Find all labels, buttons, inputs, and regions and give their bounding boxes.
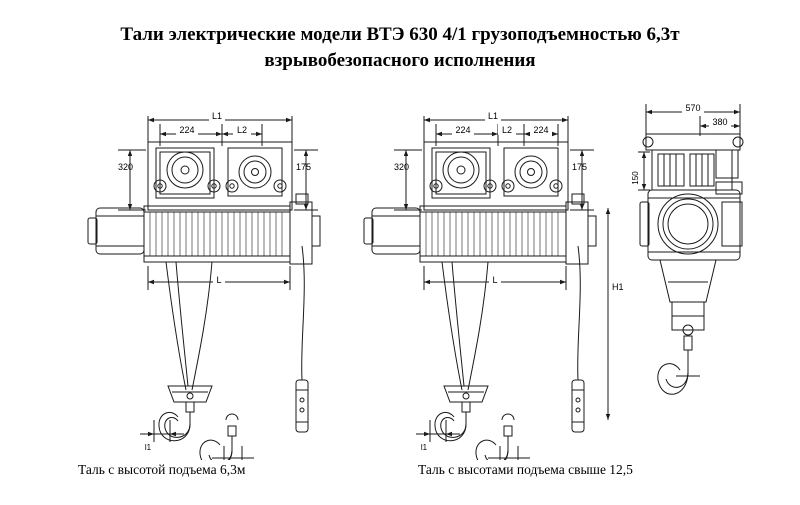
caption-right-view: Таль с высотами подъема свыше 12,5 (418, 462, 633, 477)
page-title-line-2: взрывобезопасного исполнения (264, 50, 536, 71)
page-title-line-1: Тали электрические модели ВТЭ 630 4/1 грузоподъемностью 6,3т (120, 24, 680, 45)
dim-left-L: L (216, 275, 222, 285)
dim-mid-320: 320 (394, 162, 410, 172)
dim-mid-H1: H1 (612, 282, 624, 292)
dim-left-l1: l1 (144, 443, 152, 452)
dim-mid-175: 175 (572, 162, 588, 172)
dim-mid-L2: L2 (501, 125, 513, 135)
caption-left-view: Таль с высотой подъема 6,3м (78, 462, 246, 477)
dim-left-L1: L1 (211, 111, 223, 121)
dim-mid-l1: l1 (420, 443, 428, 452)
technical-drawing (0, 90, 800, 460)
dim-mid-224-right: 224 (533, 125, 549, 135)
dim-left-320: 320 (118, 162, 134, 172)
dim-left-175: 175 (296, 162, 312, 172)
dim-mid-L: L (492, 275, 498, 285)
dim-left-L2: L2 (236, 125, 248, 135)
dim-right-150: 150 (631, 171, 640, 185)
right-view-group (638, 104, 743, 394)
dim-left-224: 224 (179, 125, 195, 135)
dim-mid-L1: L1 (487, 111, 499, 121)
dim-right-380: 380 (712, 117, 728, 127)
dim-right-570: 570 (685, 103, 701, 113)
page-title (0, 22, 800, 74)
drawing-svg (0, 90, 800, 460)
dim-mid-224-left: 224 (455, 125, 471, 135)
